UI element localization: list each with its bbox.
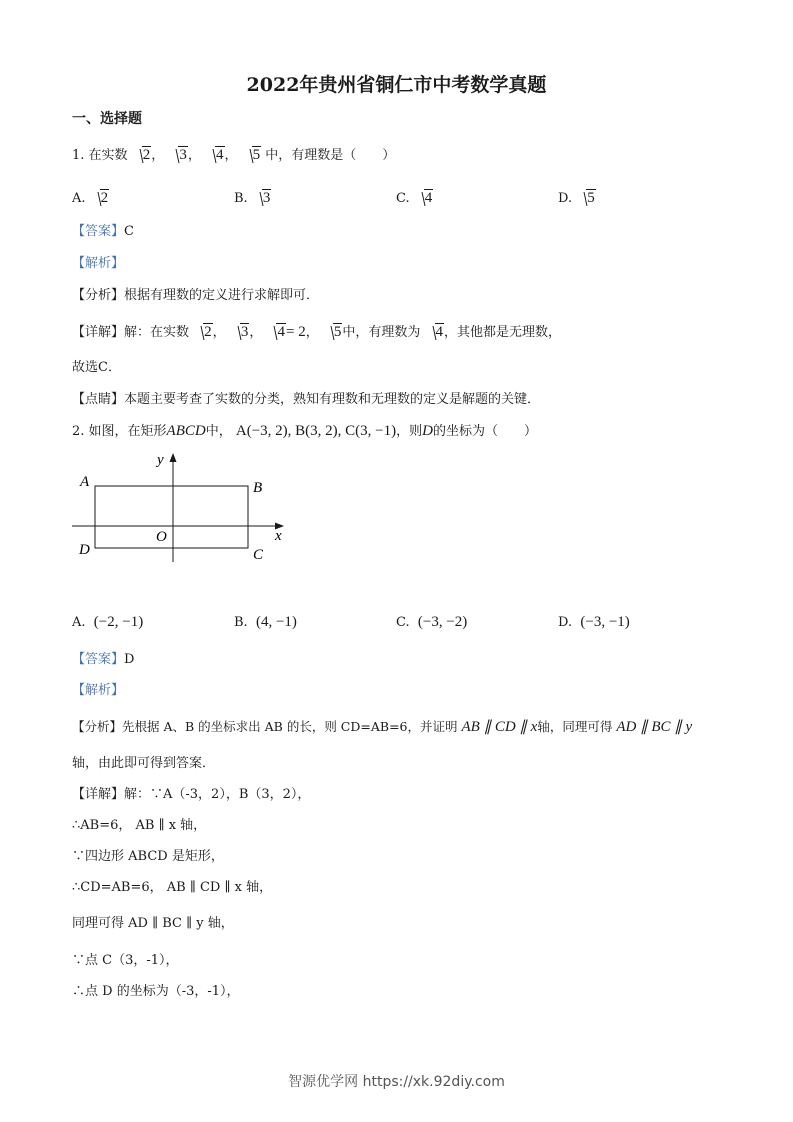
label-o: O <box>156 529 167 545</box>
sqrt-5: 5 <box>242 145 262 165</box>
q2-step: 同理可得 AD ∥ BC ∥ y 轴， <box>72 916 234 931</box>
q1-option-a: A. 2 <box>72 190 109 206</box>
label-x: x <box>275 528 282 544</box>
q2-stem: 2. 如图，在矩形ABCD中， A(−3, 2), B(3, 2), C(3, −1)，则D的坐标为（ ） <box>72 423 537 439</box>
q1-fenxi: 【分析】根据有理数的定义进行求解即可． <box>72 288 320 303</box>
label-a: A <box>80 474 90 490</box>
q1-option-d: D. 5 <box>558 190 595 206</box>
label-d: D <box>79 542 90 558</box>
q1-stem: 1. 在实数 2， 3， 4， 5 中，有理数是（ ） <box>72 147 396 163</box>
q1-answer: 【答案】C <box>72 224 134 239</box>
q2-step: ∴点 D 的坐标为（-3，-1）， <box>72 984 240 999</box>
q2-step: 【详解】解：∵A（-3，2），B（3，2）， <box>72 787 311 802</box>
page-title: 2022年贵州省铜仁市中考数学真题 <box>246 74 547 96</box>
footer-watermark: 智源优学网 https://xk.92diy.com <box>288 1074 505 1090</box>
rectangle-figure <box>70 450 295 570</box>
q2-fenxi-cont: 轴，由此即可得到答案． <box>72 756 216 771</box>
sqrt-4: 4 <box>205 145 225 165</box>
q2-step: ∵四边形 ABCD 是矩形， <box>72 849 224 864</box>
q2-option-b: B. (4, −1) <box>234 614 297 630</box>
q1-option-b: B. 3 <box>234 190 271 206</box>
sqrt-2: 2 <box>132 145 152 165</box>
q1-option-c: C. 4 <box>396 190 433 206</box>
q1-conclusion: 故选C． <box>72 360 121 375</box>
q2-option-c: C. (−3, −2) <box>396 614 468 630</box>
q2-step: ∴CD=AB=6， AB ∥ CD ∥ x 轴， <box>72 880 273 895</box>
sqrt-3: 3 <box>168 145 188 165</box>
q2-option-d: D. (−3, −1) <box>558 614 630 630</box>
q2-analysis-tag: 【解析】 <box>72 683 125 698</box>
q2-fenxi: 【分析】先根据 A、B 的坐标求出 AB 的长，则 CD=AB=6，并证明 AB ∥ CD ∥ x轴，同理可得 AD ∥ BC ∥ y <box>72 719 693 735</box>
label-c: C <box>253 547 264 563</box>
label-y: y <box>157 452 164 468</box>
section-heading: 一、选择题 <box>72 111 142 127</box>
q2-option-a: A. (−2, −1) <box>72 614 144 630</box>
q2-step: ∴AB=6， AB ∥ x 轴， <box>72 818 207 833</box>
label-b: B <box>253 480 263 496</box>
q2-step: ∵点 C（3，-1）， <box>72 953 179 968</box>
q1-analysis-tag: 【解析】 <box>72 256 125 271</box>
q1-dianjing: 【点睛】本题主要考查了实数的分类，熟知有理数和无理数的定义是解题的关键． <box>72 392 541 407</box>
q1-xiangjie: 【详解】解：在实数 2， 3， 4= 2， 5中，有理数为 4，其他都是无理数， <box>72 324 562 340</box>
q2-answer: 【答案】D <box>72 652 135 667</box>
